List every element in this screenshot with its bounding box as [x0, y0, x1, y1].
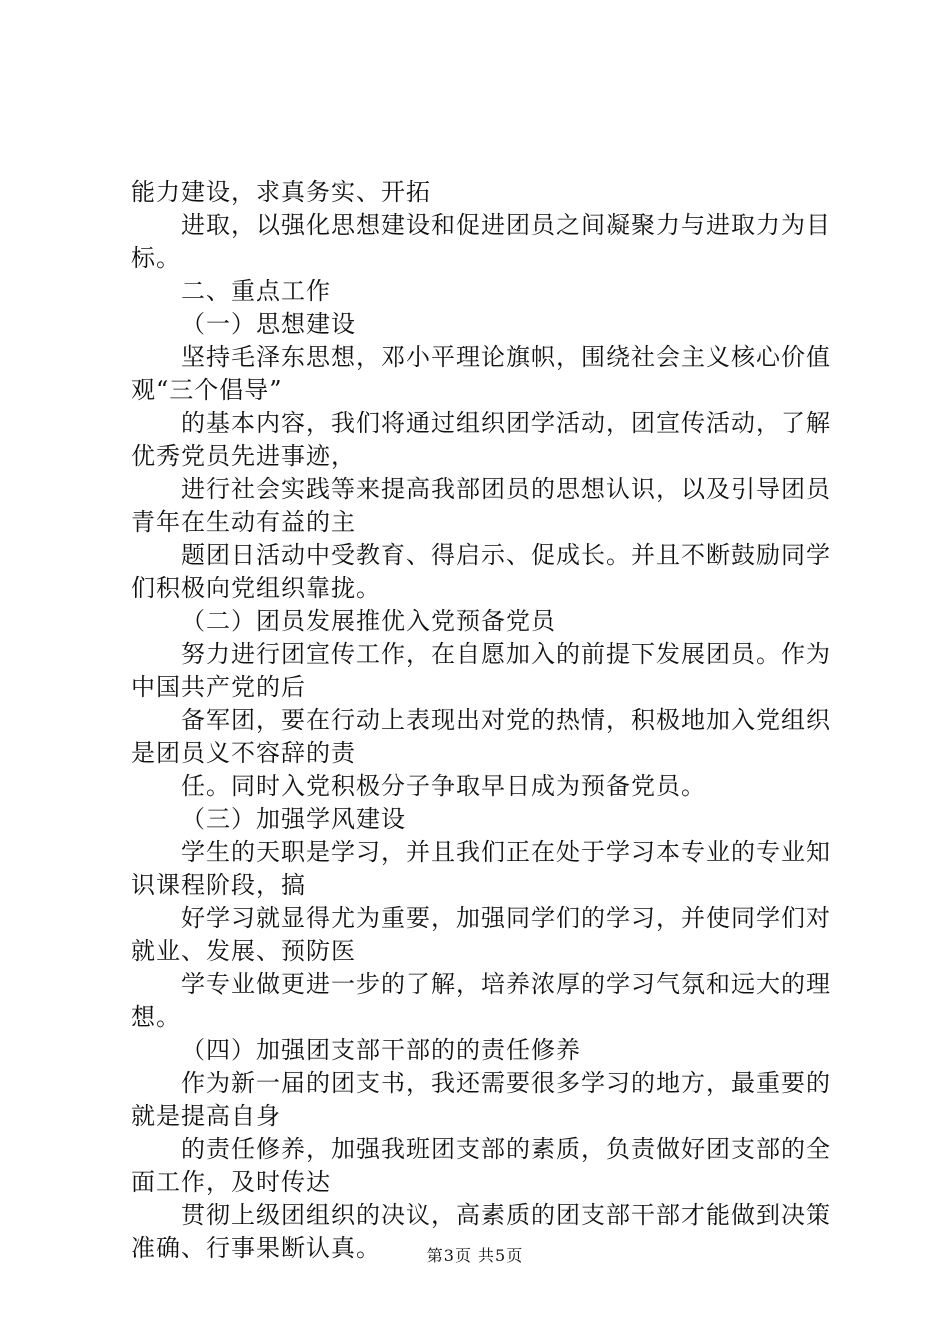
document-body [131, 176, 831, 1265]
paragraph: 进行社会实践等来提高我部团员的思想认识，以及引导团员青年在生动有益的主 [131, 475, 831, 536]
paragraph: 二、重点工作 [181, 277, 331, 305]
paragraph: （二）团员发展推优入党预备党员 [181, 607, 556, 635]
paragraph: 题团日活动中受教育、得启示、促成长。并且不断鼓励同学们积极向党组织靠拢。 [131, 541, 831, 602]
paragraph: 的责任修养，加强我班团支部的素质，负责做好团支部的全面工作，及时传达 [131, 1135, 831, 1196]
paragraph: 备军团，要在行动上表现出对党的热情，积极地加入党组织是团员义不容辞的责 [131, 706, 831, 767]
paragraph: （一）思想建设 [181, 310, 356, 338]
paragraph: 贯彻上级团组织的决议，高素质的团支部干部才能做到决策准确、行事果断认真。 [131, 1201, 831, 1262]
paragraph: 任。同时入党积极分子争取早日成为预备党员。 [181, 772, 706, 800]
paragraph: 坚持毛泽东思想，邓小平理论旗帜，围绕社会主义核心价值观“三个倡导” [131, 343, 831, 404]
paragraph: 进取，以强化思想建设和促进团员之间凝聚力与进取力为目标。 [131, 211, 831, 272]
paragraph: 作为新一届的团支书，我还需要很多学习的地方，最重要的就是提高自身 [131, 1069, 831, 1130]
page-footer: 第3页 共5页 [426, 1246, 524, 1265]
paragraph: 努力进行团宣传工作，在自愿加入的前提下发展团员。作为中国共产党的后 [131, 640, 831, 701]
paragraph: （四）加强团支部干部的的责任修养 [181, 1036, 581, 1064]
paragraph: （三）加强学风建设 [181, 805, 406, 833]
paragraph: 的基本内容，我们将通过组织团学活动，团宣传活动，了解优秀党员先进事迹， [131, 409, 831, 470]
paragraph: 学生的天职是学习，并且我们正在处于学习本专业的专业知识课程阶段，搞 [131, 838, 831, 899]
paragraph: 学专业做更进一步的了解，培养浓厚的学习气氛和远大的理想。 [131, 970, 831, 1031]
paragraph: 好学习就显得尤为重要，加强同学们的学习，并使同学们对就业、发展、预防医 [131, 904, 831, 965]
paragraph: 能力建设，求真务实、开拓 [131, 178, 431, 206]
